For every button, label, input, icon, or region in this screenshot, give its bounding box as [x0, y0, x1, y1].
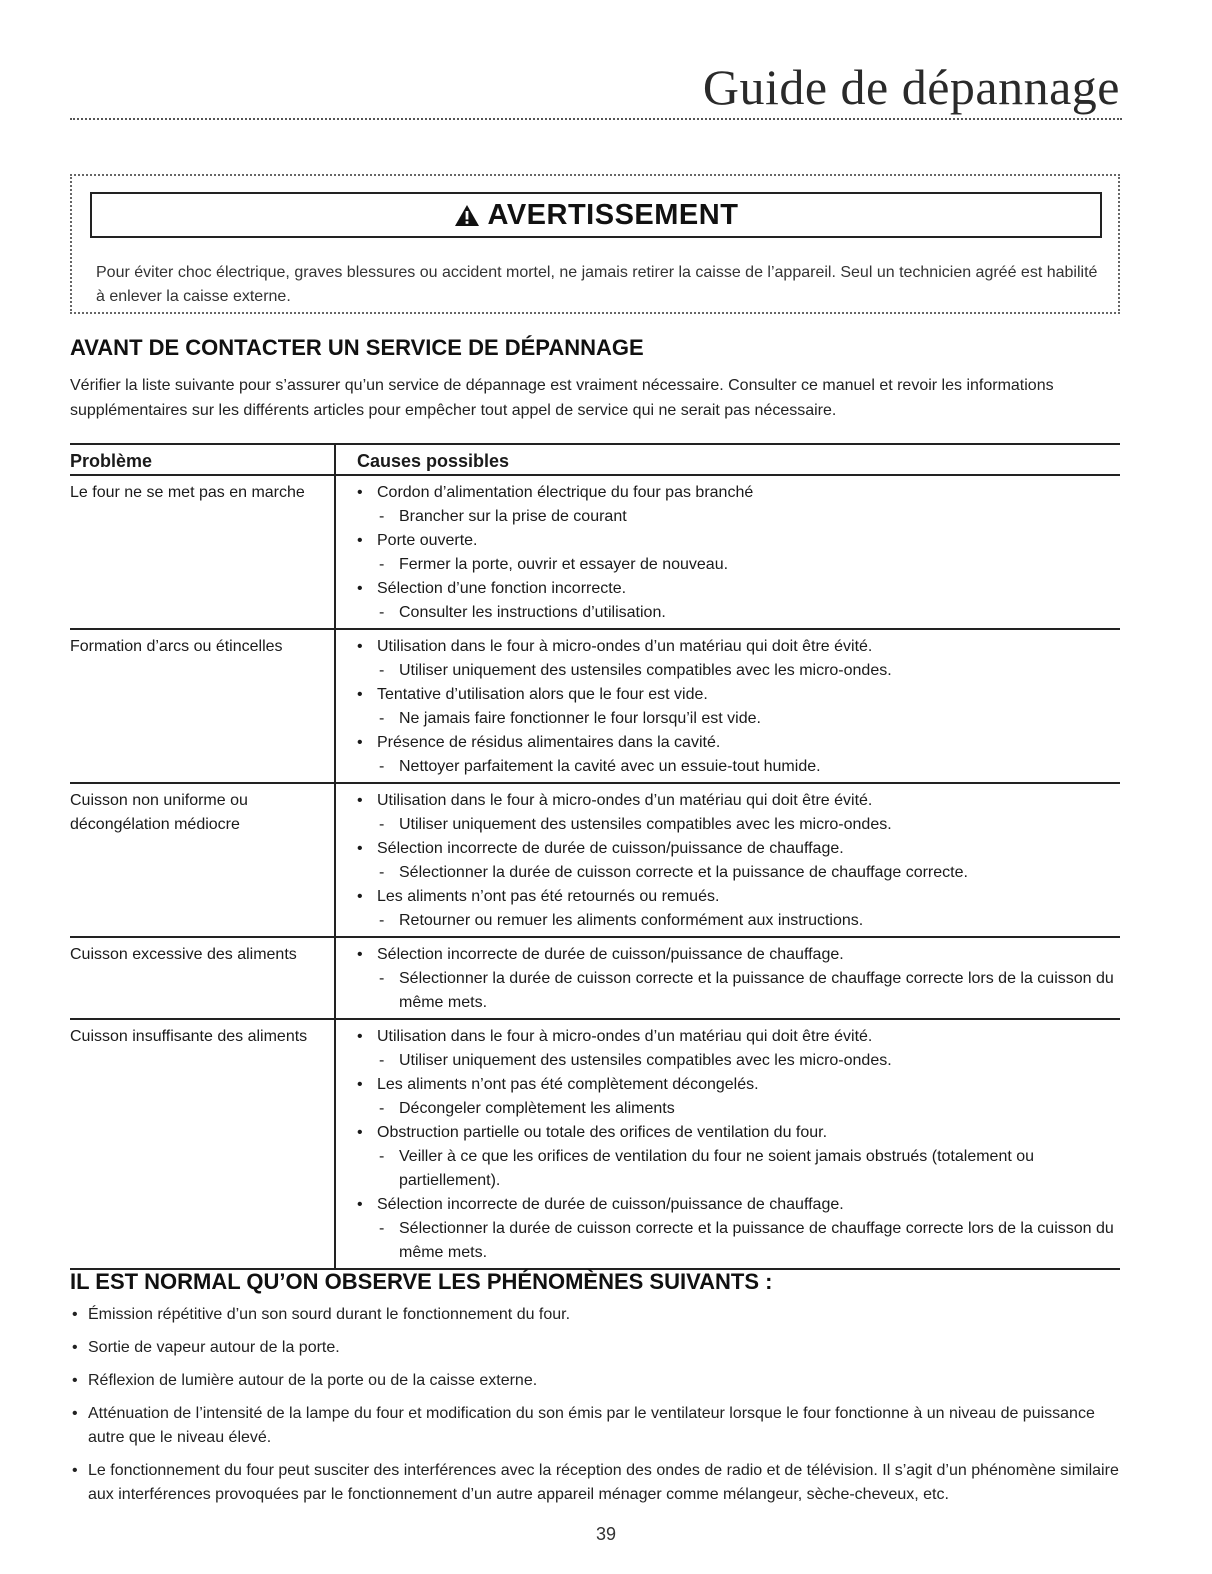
remedy-item: - Sélectionner la durée de cuisson correcte et la puissance de chauffage correcte lors de la cuisson du même mets. [357, 1217, 1120, 1265]
problem-cell: Le four ne se met pas en marche [70, 475, 335, 629]
troubleshooting-table [70, 443, 1120, 1270]
cause-item: • Les aliments n’ont pas été retournés ou remués. [357, 885, 1120, 909]
cause-item: • Porte ouverte. [357, 529, 1120, 553]
before-service-intro: Vérifier la liste suivante pour s’assurer qu’un service de dépannage est vraiment nécessaire. Consulter ce manuel et revoir les informations supplémentaires sur les différents articles pour empêcher tout appel de service qui ne serait pas nécessaire. [70, 377, 1054, 419]
table-row [70, 783, 1120, 937]
cause-item: • Utilisation dans le four à micro-ondes d’un matériau qui doit être évité. [357, 789, 1120, 813]
problem-cell: Cuisson excessive des aliments [70, 937, 335, 1019]
normal-phenomena-heading: IL EST NORMAL QU’ON OBSERVE LES PHÉNOMÈNES SUIVANTS : [70, 1269, 773, 1294]
table-body [70, 475, 1120, 1269]
list-item: • Émission répétitive d’un son sourd durant le fonctionnement du four. [70, 1303, 1122, 1327]
table-row [70, 475, 1120, 629]
cause-item: • Présence de résidus alimentaires dans la cavité. [357, 731, 1120, 755]
table-row [70, 1019, 1120, 1269]
cause-item: • Les aliments n’ont pas été complètement décongelés. [357, 1073, 1120, 1097]
table-row [70, 629, 1120, 783]
remedy-item: - Sélectionner la durée de cuisson correcte et la puissance de chauffage correcte. [357, 861, 1120, 885]
problem-cell: Cuisson non uniforme ou décongélation médiocre [70, 783, 335, 937]
causes-cell [335, 475, 1120, 629]
cause-item: • Sélection incorrecte de durée de cuisson/puissance de chauffage. [357, 1193, 1120, 1217]
list-item: • Sortie de vapeur autour de la porte. [70, 1336, 1122, 1360]
warning-title: AVERTISSEMENT [487, 198, 739, 231]
causes-cell [335, 629, 1120, 783]
warning-triangle-icon [454, 204, 480, 227]
causes-cell [335, 1019, 1120, 1269]
cause-item: • Utilisation dans le four à micro-ondes d’un matériau qui doit être évité. [357, 1025, 1120, 1049]
remedy-item: - Utiliser uniquement des ustensiles compatibles avec les micro-ondes. [357, 813, 1120, 837]
problem-column-header: Problème [70, 444, 335, 475]
remedy-item: - Brancher sur la prise de courant [357, 505, 1120, 529]
remedy-item: - Sélectionner la durée de cuisson correcte et la puissance de chauffage correcte lors de la cuisson du même mets. [357, 967, 1120, 1015]
page-number: 39 [595, 1524, 617, 1544]
causes-cell [335, 783, 1120, 937]
page-title: Guide de dépannage [702, 59, 1120, 115]
before-service-heading: AVANT DE CONTACTER UN SERVICE DE DÉPANNAGE [70, 335, 644, 360]
cause-item: • Utilisation dans le four à micro-ondes d’un matériau qui doit être évité. [357, 635, 1120, 659]
causes-column-header: Causes possibles [335, 444, 1120, 475]
cause-item: • Sélection d’une fonction incorrecte. [357, 577, 1120, 601]
warning-box [70, 174, 1120, 314]
causes-cell [335, 937, 1120, 1019]
table-header-row [70, 444, 1120, 475]
normal-phenomena-list [70, 1303, 1122, 1516]
cause-item: • Obstruction partielle ou totale des orifices de ventilation du four. [357, 1121, 1120, 1145]
remedy-item: - Utiliser uniquement des ustensiles compatibles avec les micro-ondes. [357, 1049, 1120, 1073]
remedy-item: - Fermer la porte, ouvrir et essayer de nouveau. [357, 553, 1120, 577]
remedy-item: - Décongeler complètement les aliments [357, 1097, 1120, 1121]
remedy-item: - Veiller à ce que les orifices de ventilation du four ne soient jamais obstrués (totalement ou partiellement). [357, 1145, 1120, 1193]
warning-header [90, 192, 1102, 238]
title-divider [70, 118, 1122, 120]
remedy-item: - Consulter les instructions d’utilisation. [357, 601, 1120, 625]
cause-item: • Sélection incorrecte de durée de cuisson/puissance de chauffage. [357, 837, 1120, 861]
list-item: • Atténuation de l’intensité de la lampe du four et modification du son émis par le ventilateur lorsque le four fonctionne à un niveau de puissance autre que le niveau élevé. [70, 1402, 1122, 1450]
table-row [70, 937, 1120, 1019]
cause-item: • Tentative d’utilisation alors que le four est vide. [357, 683, 1120, 707]
remedy-item: - Retourner ou remuer les aliments conformément aux instructions. [357, 909, 1120, 933]
warning-text: Pour éviter choc électrique, graves blessures ou accident mortel, ne jamais retirer la caisse de l’appareil. Seul un technicien agréé est habilité à enlever la caisse externe. [96, 264, 1098, 305]
list-item: • Le fonctionnement du four peut susciter des interférences avec la réception des ondes de radio et de télévision. Il s’agit d’un phénomène similaire aux interférences provoquées par le fonctionnement d’un autre appareil ménager comme mélangeur, sèche-cheveux, etc. [70, 1459, 1122, 1507]
cause-item: • Sélection incorrecte de durée de cuisson/puissance de chauffage. [357, 943, 1120, 967]
list-item: • Réflexion de lumière autour de la porte ou de la caisse externe. [70, 1369, 1122, 1393]
remedy-item: - Utiliser uniquement des ustensiles compatibles avec les micro-ondes. [357, 659, 1120, 683]
problem-cell: Formation d’arcs ou étincelles [70, 629, 335, 783]
problem-cell: Cuisson insuffisante des aliments [70, 1019, 335, 1269]
remedy-item: - Nettoyer parfaitement la cavité avec un essuie-tout humide. [357, 755, 1120, 779]
remedy-item: - Ne jamais faire fonctionner le four lorsqu’il est vide. [357, 707, 1120, 731]
cause-item: • Cordon d’alimentation électrique du four pas branché [357, 481, 1120, 505]
